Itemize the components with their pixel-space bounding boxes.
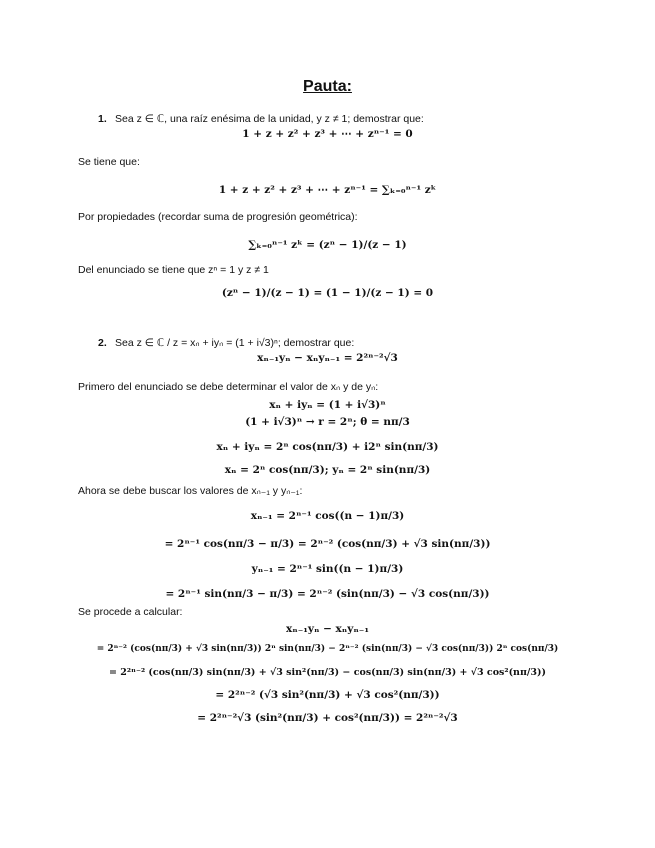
text-line: Se procede a calcular: (78, 606, 183, 618)
equation-line: = 2ⁿ⁻² (cos(nπ/3) + √3 sin(nπ/3)) 2ⁿ sin(nπ/3) − 2ⁿ⁻² (sin(nπ/3) − √3 cos(nπ/3)) 2ⁿ cos(nπ/3) (96, 644, 559, 654)
equation-line: xₙ + iyₙ = (1 + i√3)ⁿ (269, 399, 386, 411)
equation-line: yₙ₋₁ = 2ⁿ⁻¹ sin((n − 1)π/3) (251, 563, 404, 575)
equation-line: = 2ⁿ⁻¹ cos(nπ/3 − π/3) = 2ⁿ⁻² (cos(nπ/3) + √3 sin(nπ/3)) (164, 538, 491, 550)
equation-line: xₙ = 2ⁿ cos(nπ/3); yₙ = 2ⁿ sin(nπ/3) (224, 464, 431, 476)
equation-line: = 2²ⁿ⁻² (cos(nπ/3) sin(nπ/3) + √3 sin²(nπ/3) − cos(nπ/3) sin(nπ/3) + √3 cos²(nπ/3)) (108, 667, 546, 678)
page-title: Pauta: (303, 78, 352, 95)
equation-line: xₙ₋₁yₙ − xₙyₙ₋₁ (286, 623, 369, 635)
text-line: Ahora se debe buscar los valores de xₙ₋₁ y yₙ₋₁: (78, 485, 303, 497)
text-line: Se tiene que: (78, 156, 140, 168)
text-line: Del enunciado se tiene que zⁿ = 1 y z ≠ 1 (78, 264, 269, 276)
equation-line: = 2²ⁿ⁻² (√3 sin²(nπ/3) + √3 cos²(nπ/3)) (215, 689, 440, 701)
equation-line: xₙ + iyₙ = 2ⁿ cos(nπ/3) + i2ⁿ sin(nπ/3) (216, 441, 439, 453)
problem-2-statement: Sea z ∈ ℂ / z = xₙ + iyₙ = (1 + i√3)ⁿ; demostrar que: (115, 337, 355, 349)
equation-line: = 2ⁿ⁻¹ sin(nπ/3 − π/3) = 2ⁿ⁻² (sin(nπ/3) − √3 cos(nπ/3)) (165, 588, 490, 600)
equation-line: xₙ₋₁ = 2ⁿ⁻¹ cos((n − 1)π/3) (250, 510, 405, 522)
equation-line: 1 + z + z² + z³ + ⋯ + zⁿ⁻¹ = ∑ₖ₌₀ⁿ⁻¹ zᵏ (218, 184, 437, 196)
problem-2-claim: xₙ₋₁yₙ − xₙyₙ₋₁ = 2²ⁿ⁻²√3 (257, 352, 398, 364)
text-line: Primero del enunciado se debe determinar el valor de xₙ y de yₙ: (78, 381, 379, 393)
text-line: Por propiedades (recordar suma de progresión geométrica): (78, 211, 358, 223)
problem-1-statement: Sea z ∈ ℂ, una raíz enésima de la unidad, y z ≠ 1; demostrar que: (115, 113, 424, 125)
problem-1-claim: 1 + z + z² + z³ + ⋯ + zⁿ⁻¹ = 0 (242, 128, 413, 140)
equation-line: (1 + i√3)ⁿ → r = 2ⁿ; θ = nπ/3 (245, 416, 410, 428)
equation-line: ∑ₖ₌₀ⁿ⁻¹ zᵏ = (zⁿ − 1)/(z − 1) (248, 239, 407, 251)
problem-2-number: 2. (98, 337, 107, 349)
equation-line: (zⁿ − 1)/(z − 1) = (1 − 1)/(z − 1) = 0 (221, 287, 434, 299)
problem-1-number: 1. (98, 113, 107, 125)
equation-line: = 2²ⁿ⁻²√3 (sin²(nπ/3) + cos²(nπ/3)) = 2²ⁿ⁻²√3 (197, 712, 458, 724)
